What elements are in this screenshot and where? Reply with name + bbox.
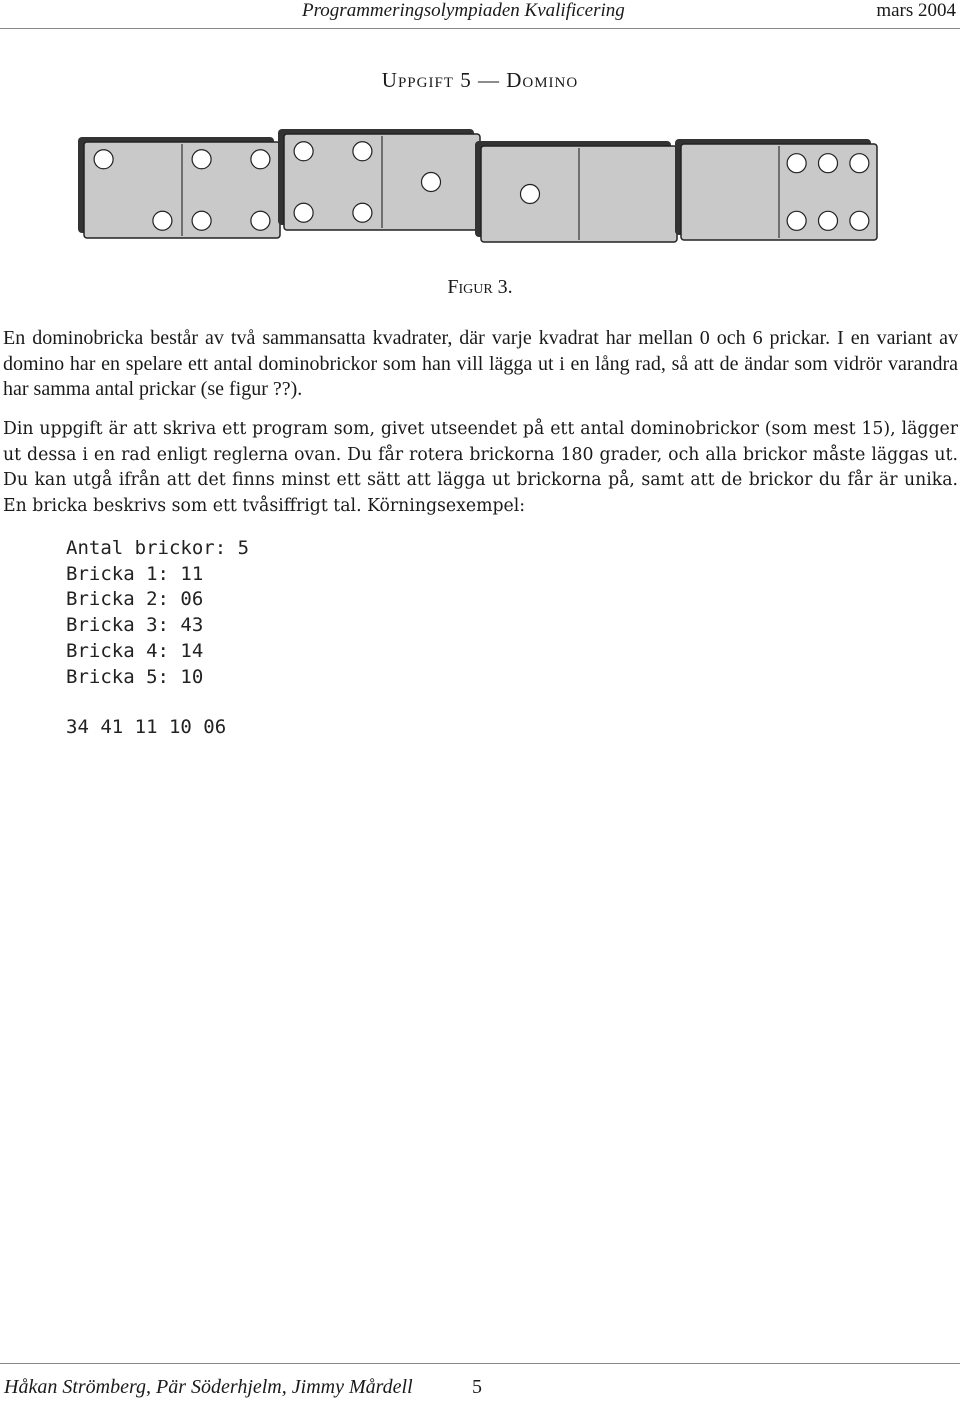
- domino-figure: [78, 126, 888, 248]
- domino-pip: [850, 211, 869, 230]
- domino-pip: [251, 150, 270, 169]
- domino-pip: [521, 185, 540, 204]
- domino-pip: [251, 211, 270, 230]
- footer-divider: [0, 1363, 960, 1364]
- domino-pip: [787, 211, 806, 230]
- domino-pip: [353, 142, 372, 161]
- footer-authors: Håkan Strömberg, Pär Söderhjelm, Jimmy Mårdell: [4, 1376, 413, 1398]
- domino-pip: [787, 154, 806, 173]
- domino-pip: [94, 150, 113, 169]
- domino-pip: [192, 211, 211, 230]
- domino-pip: [819, 154, 838, 173]
- example-input-line: Bricka 5: 10: [66, 665, 204, 688]
- domino-tile: [675, 139, 877, 240]
- page-number: 5: [472, 1376, 482, 1398]
- running-header-date: mars 2004: [876, 0, 956, 21]
- domino-pip: [294, 142, 313, 161]
- example-input-line: Antal brickor: 5: [66, 537, 250, 559]
- example-input-line: Bricka 1: 11: [66, 562, 204, 585]
- figure-caption: Figur 3.: [447, 276, 513, 298]
- task-paragraph: Din uppgift är att skriva ett program som, givet utseendet på ett antal dominobrickor (som mest 15), lägger ut dessa i en rad enligt reglerna ovan. Du får rotera brickorna 180 grader, och alla brickor måste läggas ut. Du kan utgå ifrån att det finns minst ett sätt att lägga ut brickorna på, samt att de brickor du får är unika. En bricka beskrivs som ett tvåsiffrigt tal. Körningsexempel:: [3, 419, 958, 516]
- domino-row: [78, 129, 877, 242]
- domino-pip: [422, 173, 441, 192]
- intro-paragraph: En dominobricka består av två sammansatta kvadrater, där varje kvadrat har mellan 0 och 6 prickar. I en variant av domino har en spelare ett antal dominobrickor som han vill lägga ut i en lång rad, så att de ändar som vidrör varandra har samma antal prickar (se figur ??).: [3, 327, 958, 400]
- example-input-line: Bricka 3: 43: [66, 614, 204, 637]
- domino-tile: [78, 137, 280, 238]
- header-divider: [0, 28, 960, 29]
- example-output: 34 41 11 10 06: [66, 716, 227, 738]
- running-header-title: Programmeringsolympiaden Kvalificering: [302, 0, 625, 21]
- domino-pip: [353, 203, 372, 222]
- domino-pip: [153, 211, 172, 230]
- domino-tile: [278, 129, 480, 230]
- domino-pip: [850, 154, 869, 173]
- section-title: Uppgift 5 — Domino: [381, 68, 579, 92]
- domino-pip: [819, 211, 838, 230]
- domino-pip: [192, 150, 211, 169]
- example-input-line: Bricka 2: 06: [66, 588, 204, 611]
- example-input: [66, 536, 249, 690]
- example-input-line: Bricka 4: 14: [66, 639, 204, 662]
- domino-tile: [475, 141, 677, 242]
- domino-pip: [294, 203, 313, 222]
